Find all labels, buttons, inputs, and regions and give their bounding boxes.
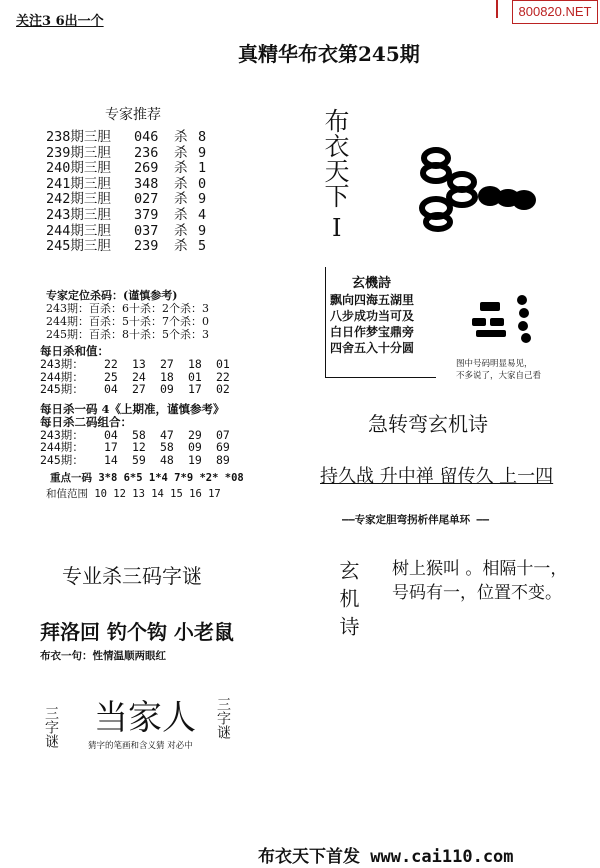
row-value: 25 — [104, 369, 118, 384]
expert-kill: 8 — [198, 129, 207, 145]
sum-values-row — [40, 358, 244, 371]
row-value: 27 — [160, 356, 174, 371]
caption-line: 图中号码明显易见， — [456, 359, 533, 369]
expert-period: 241期三胆 — [46, 175, 111, 192]
row-label: 245期： — [40, 382, 84, 397]
riddle-words: 拜洛回 钓个钩 小老鼠 — [40, 620, 234, 644]
row-label: 245期： — [40, 453, 84, 468]
row-value: 48 — [160, 453, 174, 468]
position-kill-block — [46, 289, 209, 341]
expert-kill: 9 — [198, 144, 207, 161]
row-value: 69 — [216, 440, 230, 455]
expert-title: 专家推荐 — [105, 107, 161, 123]
picture-caption — [456, 358, 541, 382]
expert-kill-label: 杀 — [174, 129, 188, 145]
expert-kill: 9 — [198, 191, 207, 208]
expert-kill: 0 — [198, 175, 207, 192]
footer-text: 布衣天下首发 www.cai110.com — [258, 847, 514, 867]
expert-table — [46, 130, 206, 255]
riddle-title: 专业杀三码字谜 — [62, 564, 202, 588]
expert-row — [46, 161, 206, 177]
row-label: 243期： — [40, 356, 84, 371]
focus-line: 重点一码 3*8 6*5 1*4 7*9 *2* *08 — [50, 472, 244, 484]
site-badge: 800820.NET — [512, 0, 598, 24]
expert-period: 240期三胆 — [46, 160, 111, 177]
row-value: 22 — [104, 356, 118, 371]
expert-nums: 239 — [134, 238, 159, 255]
row-value: 14 — [104, 453, 118, 468]
sum-range: 和值范围 10 12 13 14 15 16 17 — [46, 488, 221, 500]
daily-code-title: 每日杀一码 4《上期准，谨慎参考》 — [40, 402, 225, 416]
row-value: 04 — [104, 382, 118, 397]
position-kill-title: 专家定位杀码：(谨慎参考) — [46, 289, 178, 302]
expert-nums: 379 — [134, 206, 159, 223]
expert-kill: 9 — [198, 222, 207, 239]
expert-nums: 269 — [134, 160, 159, 177]
three-char-right: 三字谜 — [215, 697, 231, 739]
expert-nums: 348 — [134, 175, 159, 192]
digit-blob-picture — [410, 140, 540, 240]
row-value: 58 — [132, 427, 146, 442]
expert-kill-label: 杀 — [174, 191, 188, 208]
riddle-poem-title: 急转弯玄机诗 — [368, 412, 488, 436]
row-value: 59 — [132, 453, 146, 468]
badge-divider — [496, 0, 498, 18]
expert-kill-label: 杀 — [174, 175, 188, 192]
expert-period: 238期三胆 — [46, 129, 111, 145]
position-kill-row: 244期：百杀：5十杀：7个杀：0 — [46, 315, 209, 328]
riddle-hint: 猜字的笔画和含义猜 对必中 — [88, 741, 193, 751]
row-value: 12 — [132, 440, 146, 455]
daily-code-block — [40, 403, 244, 467]
poem-line: 白日作梦宝鼎旁 — [330, 325, 415, 339]
daily-code-row — [40, 454, 244, 467]
xuanji-vertical: 玄机诗 — [336, 560, 360, 644]
expert-row — [46, 239, 206, 255]
expert-nums: 027 — [134, 191, 159, 208]
expert-row — [46, 146, 206, 162]
follow-note: 关注3 6出一个 — [16, 14, 104, 29]
row-value: 02 — [216, 382, 230, 397]
expert-period: 243期三胆 — [46, 206, 111, 223]
row-value: 13 — [132, 356, 146, 371]
poem-line-1: 树上猴叫 。相隔十一， — [392, 559, 568, 579]
row-value: 19 — [188, 453, 202, 468]
small-objects-picture — [466, 292, 546, 346]
row-value: 09 — [188, 440, 202, 455]
expert-kill-label: 杀 — [174, 206, 188, 223]
row-value: 22 — [216, 369, 230, 384]
expert-kill: 1 — [198, 160, 207, 177]
poem-line: 八步成功当可及 — [330, 309, 415, 323]
xuanji-poem — [330, 292, 414, 356]
expert-kill-label: 杀 — [174, 238, 188, 255]
buyi-vertical-title: 布衣天下 — [321, 108, 350, 208]
row-value: 47 — [160, 427, 174, 442]
riddle-poem-words: 持久战 升中禅 留传久 上一四 — [320, 466, 554, 487]
expert-row — [46, 130, 206, 146]
position-kill-row: 243期：百杀：6十杀：2个杀：3 — [46, 302, 209, 315]
row-value: 17 — [104, 440, 118, 455]
expert-row — [46, 208, 206, 224]
expert-row — [46, 224, 206, 240]
expert-nums: 037 — [134, 222, 159, 239]
three-char-left: 三字谜 — [43, 706, 59, 748]
row-value: 01 — [188, 369, 202, 384]
row-value: 17 — [188, 382, 202, 397]
row-label: 243期： — [40, 427, 84, 442]
expert-nums: 046 — [134, 129, 159, 145]
poem-line-2: 号码有一，位置不变。 — [392, 583, 562, 603]
page-title: 真精华布衣第245期 — [238, 42, 420, 66]
poem-line: 飘向四海五湖里 — [330, 293, 415, 307]
row-value: 04 — [104, 427, 118, 442]
expert-period: 239期三胆 — [46, 144, 111, 161]
expert-kill-label: 杀 — [174, 144, 188, 161]
sum-values-block — [40, 345, 244, 396]
daily-code-subtitle: 每日杀二码组合： — [40, 414, 132, 429]
expert-kill-label: 杀 — [174, 160, 188, 177]
row-value: 01 — [216, 356, 230, 371]
expert-row — [46, 177, 206, 193]
row-value: 27 — [132, 382, 146, 397]
riddle-word: 当家人 — [94, 698, 196, 738]
buyi-roman: I — [332, 214, 342, 242]
expert-period: 245期三胆 — [46, 238, 111, 255]
xuanji-title: 玄機詩 — [352, 276, 392, 291]
expert-fix-line: ——专家定胆弯拐析伴尾单环 —— — [342, 514, 490, 526]
row-value: 09 — [160, 382, 174, 397]
expert-nums: 236 — [134, 144, 159, 161]
row-value: 24 — [132, 369, 146, 384]
row-value: 58 — [160, 440, 174, 455]
row-label: 244期： — [40, 369, 84, 384]
expert-kill: 4 — [198, 206, 207, 223]
expert-row — [46, 192, 206, 208]
row-value: 18 — [188, 356, 202, 371]
position-kill-row: 245期：百杀：8十杀：5个杀：3 — [46, 328, 209, 341]
riddle-sentence: 布衣一句：性情温顺两眼红 — [40, 650, 166, 662]
expert-period: 242期三胆 — [46, 191, 111, 208]
poem-line: 四舍五入十分圆 — [330, 341, 415, 355]
row-value: 18 — [160, 369, 174, 384]
expert-kill-label: 杀 — [174, 222, 188, 239]
row-value: 07 — [216, 427, 230, 442]
row-label: 244期： — [40, 440, 84, 455]
sum-values-row — [40, 383, 244, 396]
sum-values-title: 每日杀和值： — [40, 344, 109, 358]
caption-line: 不多说了，大家自己看 — [456, 371, 542, 381]
row-value: 29 — [188, 427, 202, 442]
expert-period: 244期三胆 — [46, 222, 111, 239]
expert-kill: 5 — [198, 238, 207, 255]
row-value: 89 — [216, 453, 230, 468]
